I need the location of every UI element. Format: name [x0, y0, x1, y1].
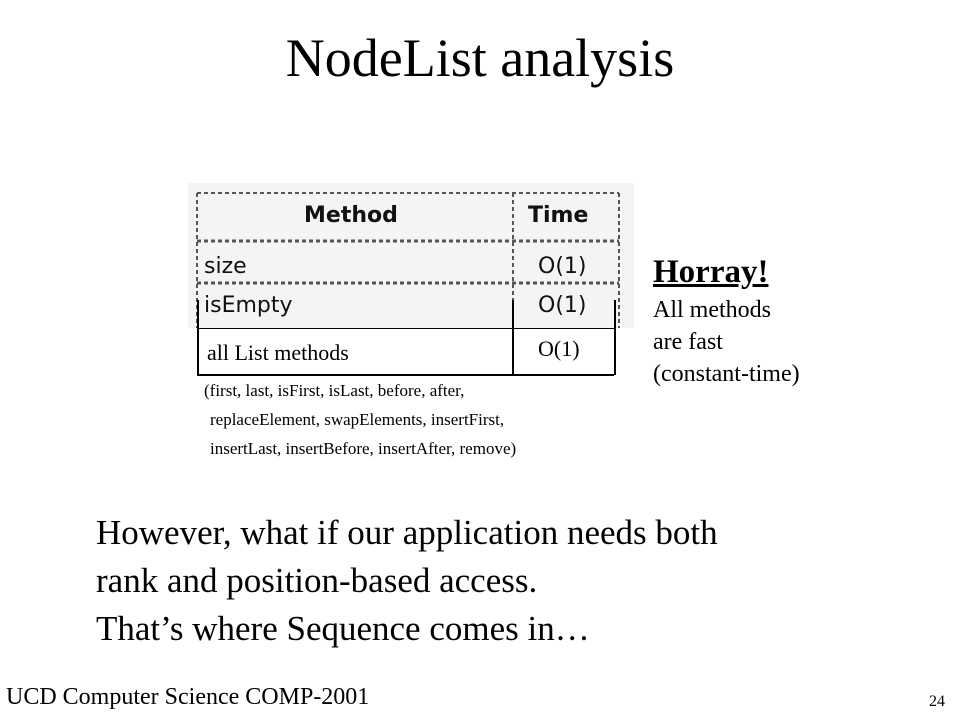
callout: [653, 250, 800, 390]
body-line: However, what if our application needs both: [96, 513, 718, 552]
extra-row-divider: [512, 300, 514, 375]
extra-row-method: all List methods: [207, 340, 349, 365]
method-list-line: (first, last, isFirst, isLast, before, after,: [204, 381, 465, 400]
body-text: [96, 509, 718, 653]
extra-row-time: O(1): [538, 336, 580, 361]
row-size-time: O(1): [538, 254, 587, 279]
method-list-line: replaceElement, swapElements, insertFirst,: [210, 410, 505, 429]
callout-line: are fast: [653, 329, 723, 355]
row-isempty-method: isEmpty: [204, 293, 293, 318]
body-line: That’s where Sequence comes in…: [96, 609, 590, 648]
page-number: 24: [929, 693, 945, 710]
body-line: rank and position-based access.: [96, 561, 538, 600]
slide-title: NodeList analysis: [285, 28, 675, 88]
method-list: [204, 376, 516, 463]
callout-heading: Horray!: [653, 254, 769, 290]
header-method: Method: [304, 203, 398, 228]
extra-row-top-line: [197, 328, 614, 329]
callout-line: (constant-time): [653, 361, 800, 387]
row-size-method: size: [204, 254, 247, 279]
callout-line: All methods: [653, 297, 771, 323]
row-isempty-time: O(1): [538, 293, 587, 318]
footer-course: UCD Computer Science COMP-2001: [6, 684, 370, 710]
method-list-line: insertLast, insertBefore, insertAfter, remove): [210, 439, 517, 458]
header-time: Time: [528, 203, 589, 228]
